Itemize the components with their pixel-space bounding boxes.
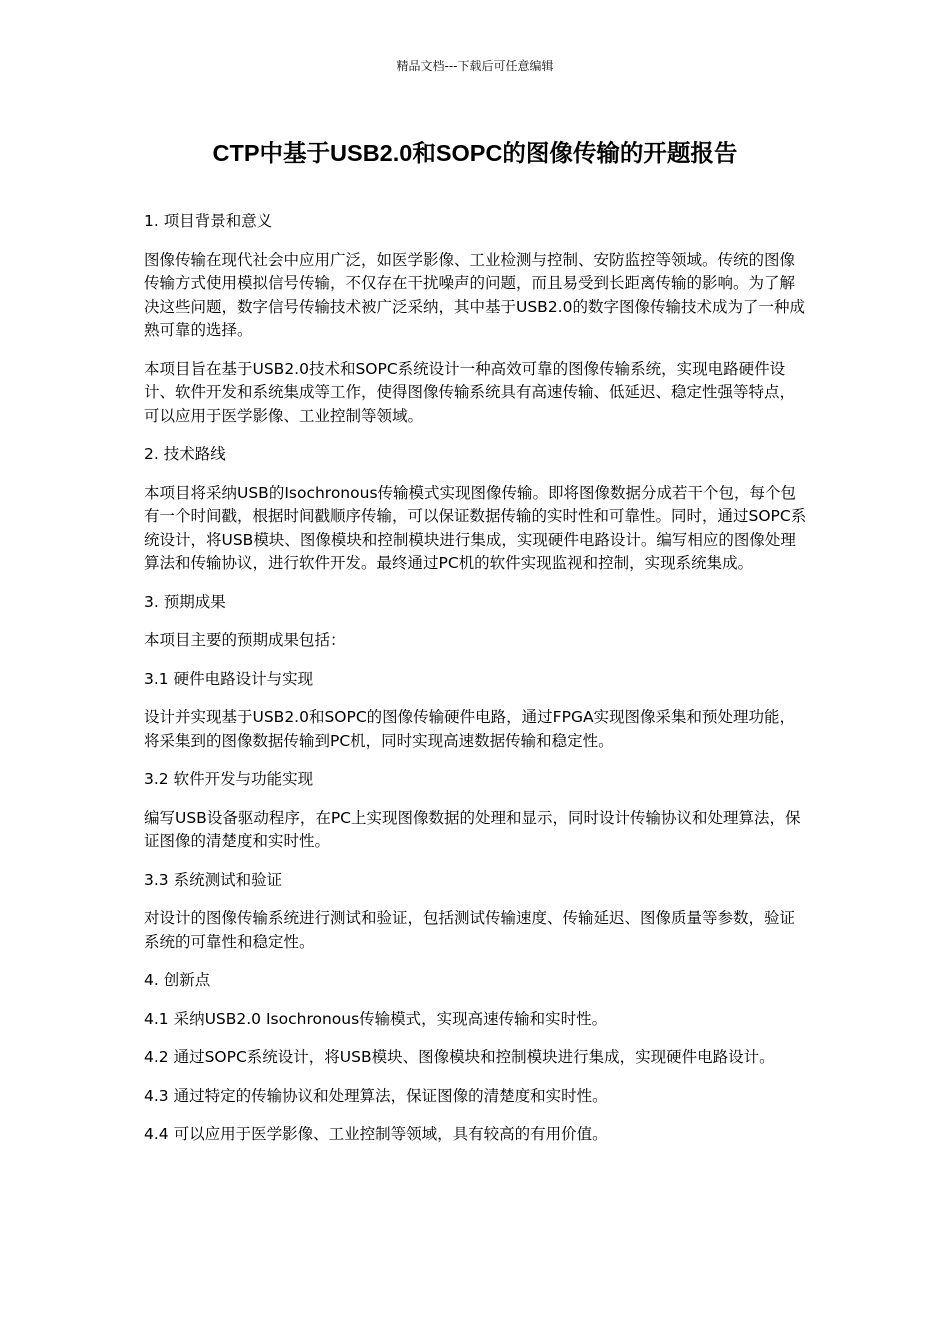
paragraph-hardware: 设计并实现基于USB2.0和SOPC的图像传输硬件电路，通过FPGA实现图像采集和预处理功能，将采集到的图像数据传输到PC机，同时实现高速数据传输和稳定性。 — [144, 708, 796, 750]
document-title: CTP中基于USB2.0和SOPC的图像传输的开题报告 — [212, 140, 738, 166]
section-heading-technical-route: 2. 技术路线 — [144, 445, 226, 463]
paragraph-technical-route: 本项目将采纳USB的Isochronous传输模式实现图像传输。即将图像数据分成若干个包，每个包有一个时间戳，根据时间戳顺序传输，可以保证数据传输的实时性和可靠性。同时，通过SOPC系统设计，将USB模块、图像模块和控制模块进行集成，实现硬件电路设计。编写相应的图像处理算法和传输协议，进行软件开发。最终通过PC机的软件实现监视和控制，实现系统集成。 — [144, 483, 807, 572]
paragraph-testing: 对设计的图像传输系统进行测试和验证，包括测试传输速度、传输延迟、图像质量等参数，验证系统的可靠性和稳定性。 — [144, 909, 796, 951]
subsection-heading-software: 3.2 软件开发与功能实现 — [144, 770, 314, 788]
paragraph-background-2: 本项目旨在基于USB2.0技术和SOPC系统设计一种高效可靠的图像传输系统，实现电路硬件设计、软件开发和系统集成等工作，使得图像传输系统具有高速传输、低延迟、稳定性强等特点，可以应用于医学影像、工业控制等领域。 — [144, 359, 796, 425]
innovation-item-2: 4.2 通过SOPC系统设计，将USB模块、图像模块和控制模块进行集成，实现硬件电路设计。 — [144, 1048, 775, 1066]
innovation-item-4: 4.4 可以应用于医学影像、工业控制等领域，具有较高的有用价值。 — [144, 1125, 608, 1143]
paragraph-expected-results-intro: 本项目主要的预期成果包括： — [144, 631, 346, 649]
document-body — [144, 210, 808, 1162]
section-heading-innovations: 4. 创新点 — [144, 971, 211, 989]
section-heading-expected-results: 3. 预期成果 — [144, 592, 226, 611]
paragraph-software: 编写USB设备驱动程序，在PC上实现图像数据的处理和显示，同时设计传输协议和处理算法，保证图像的清楚度和实时性。 — [144, 808, 801, 850]
subsection-heading-hardware: 3.1 硬件电路设计与实现 — [144, 669, 314, 688]
innovation-item-1: 4.1 采纳USB2.0 Isochronous传输模式，实现高速传输和实时性。 — [144, 1009, 608, 1028]
page-header: 精品文档---下载后可任意编辑 — [396, 59, 554, 73]
paragraph-background-1: 图像传输在现代社会中应用广泛，如医学影像、工业检测与控制、安防监控等领域。传统的图像传输方式使用模拟信号传输，不仅存在干扰噪声的问题，而且易受到长距离传输的影响。为了解决这些问题，数字信号传输技术被广泛采纳，其中基于USB2.0的数字图像传输技术成为了一种成熟可靠的选择。 — [144, 250, 805, 339]
subsection-heading-testing: 3.3 系统测试和验证 — [144, 870, 283, 889]
innovation-item-3: 4.3 通过特定的传输协议和处理算法，保证图像的清楚度和实时性。 — [144, 1086, 608, 1105]
section-heading-background: 1. 项目背景和意义 — [144, 212, 273, 230]
